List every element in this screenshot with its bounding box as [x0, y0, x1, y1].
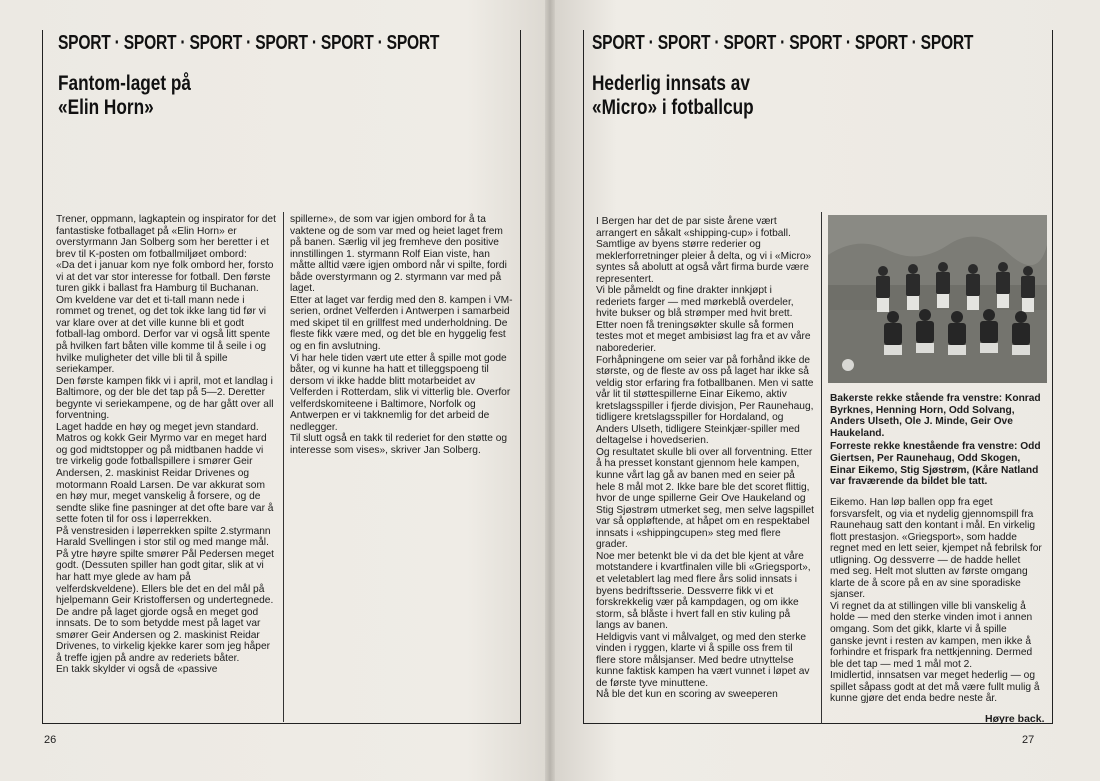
page-number-right: 27: [1022, 734, 1035, 746]
paragraph: Forhåpningene om seier var på forhånd ikke de største, og de fleste av oss på laget har ikke så veldig stor erfaring fra fotballbanen. Men vi satte vår lit til støttespillerne Einar Eikemo, aktiv kretslagsspiller i fjerde divisjon, Per Raunehaug, tidligere kretslagsspiller for Hordaland, og Anders Ulseth, tidligere Steinkjær-spiller med deltagelse i hovedserien.: [596, 354, 814, 447]
paragraph: Nå ble det kun en scoring av sweeperen: [596, 689, 778, 701]
sport-banner-left: SPORT · SPORT · SPORT · SPORT · SPORT · SPORT: [58, 32, 440, 54]
paragraph: Vi ble påmeldt og fine drakter innkjøpt i rederiets farger — med mørkeblå overdeler, hvite bukser og blå strømper med hvit brett. Etter noen få treningsøkter skulle så formen testes mot et meget ambisiøst lag fra et av våre naborederier.: [596, 285, 811, 355]
right-headline-line1: Hederlig innsats av: [592, 72, 750, 95]
column-divider: [821, 212, 822, 724]
paragraph: Vi regnet da at stillingen ville bli vanskelig å holde — med den sterke vinden imot i annen omgang. Som det gikk, klarte vi å spille ganske jevnt i resten av kampen, men ikke å forhindre et frispark fra nettkjenning. Dermed ble det tap — med 1 mål mot 2.: [830, 600, 1033, 670]
photo-caption: [830, 393, 1042, 488]
column-divider: [283, 212, 284, 722]
paragraph: Etter at laget var ferdig med den 8. kampen i VM-serien, ordnet Velferden i Antwerpen i samarbeid med skipet til en grillfest med underholdning. De fleste fikk være med, og det ble en hyggelig fest og en fin avslutning.: [290, 294, 513, 353]
paragraph: Imidlertid, innsatsen var meget hederlig — og spillet såpass godt at det må være fullt mulig å kunne gjøre det enda bedre neste år.: [830, 670, 1040, 705]
paragraph: En takk skylder vi også de «passive: [56, 664, 218, 676]
paragraph: Til slutt også en takk til rederiet for den støtte og interesse som vises», skriver Jan Solberg.: [290, 433, 508, 456]
paragraph: Laget hadde en høy og meget jevn standard. Matros og kokk Geir Myrmo var en meget hard og god midtstopper og på midtbanen hadde vi tre virkelig gode fotballspillere i smører Geir Andersen, 2. maskinist Reidar Drivenes og motormann Roald Larsen. De var akkurat som en høy mur, meget vanskelig å forsere, og de sendte slike fine pasninger at det ofte bare var å sette foten til for oss i løperrekken.: [56, 421, 274, 526]
paragraph: Den første kampen fikk vi i april, mot et landlag i Baltimore, og der ble det tap på 5—2. Deretter begynte vi seriekampene, og de har gått over all forventning.: [56, 375, 274, 422]
caption-back-row: Bakerste rekke stående fra venstre: Konrad Byrknes, Henning Horn, Odd Solvang, Anders Ulseth, Ole J. Minde, Geir Ove Haukeland.: [830, 393, 1041, 439]
team-photo: [828, 215, 1047, 383]
paragraph: «Da det i januar kom nye folk ombord her, forsto vi at det var stor interesse for fotball. Den første turen gikk i ballast fra Hamburg til Buchanan. Om kveldene var det et ti-tall mann nede i rommet og trenet, og det tok ikke lang tid før vi var klare over at det ville kunne bli et godt fotball-lag ombord. Derfor var vi også litt spente på hvilken fart båten ville komme til å seile i og hvilke muligheter det ville bli til å spille seriekamper.: [56, 260, 274, 376]
paragraph: I Bergen har det de par siste årene vært arrangert en såkalt «shipping-cup» i fotball. Samtlige av byens større rederier og meklerforretninger pleier å delta, og vi i «Micro» syntes så abolutt at også vårt firma burde være representert.: [596, 216, 812, 285]
right-article-column-2: [830, 497, 1042, 727]
paragraph: Vi har hele tiden vært ute etter å spille mot gode båter, og vi kunne ha hatt et tilleggspoeng til dersom vi ikke hadde blitt motarbeidet av Velferden i Rotterdam, slik vi vitterlig ble. Overfor velferdskomiteene i Baltimore, Norfolk og Antwerpen er vi takknemlig for det arbeid de nedlegger.: [290, 352, 511, 433]
left-article-column-1: [56, 214, 276, 726]
right-headline-line2: «Micro» i fotballcup: [592, 96, 754, 119]
paragraph: På venstresiden i løperrekken spilte 2.styrmann Harald Svellingen i stor stil og med mange mål. På ytre høyre spilte smører Pål Pedersen meget godt. (Dessuten spiller han godt gitar, slik at vi har hatt mye glede av ham på velferdskveldene). Ellers ble det en del mål på hjelpemann Geir Kristoffersen og undertegnede. De andre på laget gjorde også en meget god innsats. De to som betydde mest på laget var smører Geir Andersen og 2. maskinist Reidar Drivenes, to virkelig kjekke karer som jeg håper å treffe igjen på andre av rederiets båter.: [56, 525, 274, 664]
page-number-left: 26: [44, 734, 57, 746]
caption-front-row: Forreste rekke knestående fra venstre: Odd Giertsen, Per Raunehaug, Odd Skogen, Einar Eikemo, Stig Sjøstrøm, (Kåre Natland var fraværende da bildet ble tatt.: [830, 441, 1041, 488]
left-headline-line1: Fantom-laget på: [58, 72, 191, 95]
team-photo-image: [828, 215, 1047, 383]
paragraph: spillerne», de som var igjen ombord for å ta vaktene og de som var med og heiet laget frem på banen. Særlig vil jeg fremheve den positive innstillingen 1. styrmann Rolf Eian viste, han måtte alltid være igjen ombord når vi spilte, fordi både overstyrmann og 2. styrmann var med på laget.: [290, 214, 507, 295]
paragraph: Og resultatet skulle bli over all forventning. Etter å ha presset konstant gjennom hele kampen, kunne vårt lag gå av banen med en seier på hele 8 mål mot 2. Ikke bare ble det scoret flittig, hvor de unge spillerne Geir Ove Haukeland og Stig Sjøstrøm utmerket seg, men selve lagspillet var så oppløftende, at håpet om en respektabel innsats i «shippingcupen» steg med flere grader.: [596, 446, 814, 551]
paragraph: Trener, oppmann, lagkaptein og inspirator for det fantastiske fotballaget på «Elin Horn» er overstyrmann Jan Solberg som her beretter i et brev til K-posten om fotballmiljøet ombord:: [56, 214, 276, 260]
sport-banner-right: SPORT · SPORT · SPORT · SPORT · SPORT · SPORT: [592, 32, 974, 54]
paragraph: Eikemo. Han løp ballen opp fra eget forsvarsfelt, og via et nydelig gjennomspill fra Raunehaug satt den kontant i mål. En virkelig flott prestasjon. «Griegsport», som hadde regnet med en lett seier, kjempet nå febrilsk for utligning. Og dessverre — de hadde hellet med seg. Helt mot slutten av første omgang klarte de å score på en av sine sporadiske sjanser.: [830, 497, 1042, 601]
paragraph: Heldigvis vant vi målvalget, og med den sterke vinden i ryggen, klarte vi å spille oss frem til flere store målsjanser. Med bedre utnyttelse kunne faktisk kampen ha vært vunnet i løpet av de første tyve minuttene.: [596, 631, 810, 689]
left-headline-line2: «Elin Horn»: [58, 96, 154, 119]
paragraph: Noe mer betenkt ble vi da det ble kjent at våre motstandere i kvartfinalen ville bli «Griegsport», et veletablert lag med flere års solid innsats i byens bedriftsserie. Dessverre fikk vi et forskrekkelig vær på kampdagen, og om ikke storm, så blåste i hvert fall en stiv kuling på langs av banen.: [596, 550, 811, 632]
right-headline: [592, 72, 754, 120]
right-article-column-1: [596, 216, 814, 726]
left-headline: [58, 72, 191, 120]
left-article-column-2: [290, 214, 514, 456]
author-signoff: Høyre back.: [985, 713, 1045, 725]
spine-gutter: [545, 0, 555, 781]
